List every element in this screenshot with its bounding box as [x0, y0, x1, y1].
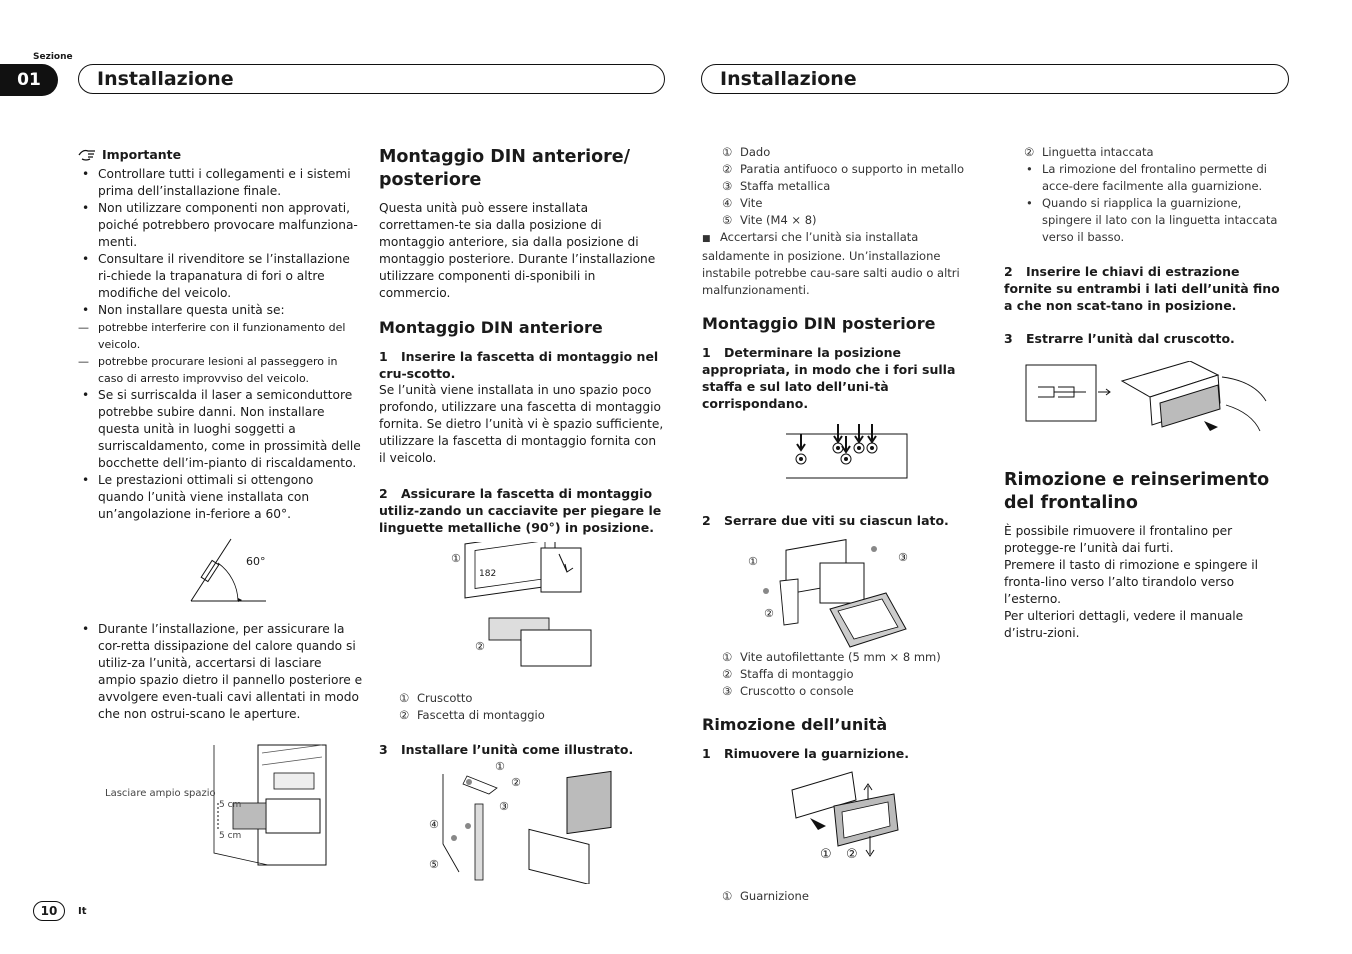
step-1: 1 Inserire la fascetta di montaggio nel cru-scotto. [379, 349, 659, 381]
callout-2: ② [511, 776, 521, 789]
list-item: • Controllare tutti i collegamenti e i sistemi prima dell’installazione finale. [78, 166, 363, 200]
remove-trim-figure [702, 770, 987, 888]
paragraph: Per ulteriori dettagli, vedere il manuale d’istru-zioni. [1004, 609, 1244, 640]
list-item [78, 302, 363, 387]
callout-1: ① [748, 555, 758, 568]
screws-figure [702, 539, 987, 649]
callout-2: ② [764, 607, 774, 620]
callout-4: ④ [429, 818, 439, 831]
angle-figure [78, 523, 363, 615]
angle-label: 60° [246, 555, 266, 568]
callout-2: ② [846, 847, 858, 862]
cm-label-2: 5 cm [219, 831, 242, 841]
callout-5: ⑤ [429, 858, 439, 871]
install-unit-figure [379, 760, 664, 884]
header-title-left: Installazione [78, 64, 665, 94]
step-3: 3 Estrarre l’unità dal cruscotto. [1004, 331, 1235, 346]
list-item: • Se si surriscalda il laser a semiconduttore potrebbe subire danni. Non installare questa unità in luoghi soggetti a surriscaldamento, come in prossimità delle bocchette dell’im-pianto di riscaldamento. [78, 387, 363, 472]
important-heading [78, 146, 363, 163]
subsection-title: Montaggio DIN posteriore [702, 314, 936, 333]
legend-item: ① Cruscotto [399, 691, 473, 705]
column-2 [379, 146, 664, 884]
extract-unit-figure [1004, 361, 1289, 445]
section-title: Montaggio DIN anteriore/ posteriore [379, 147, 631, 190]
step-3: 3 Installare l’unità come illustrato. [379, 742, 634, 757]
list-item: • Non utilizzare componenti non approvati, poiché potrebbero provocare malfunziona-menti. [78, 200, 363, 251]
legend-item: ④ Vite [722, 196, 763, 210]
step-2: 2 Assicurare la fascetta di montaggio utiliz-zando un cacciavite per piegare le linguette metalliche (90°) in posizione. [379, 486, 662, 535]
step-2: 2 Serrare due viti su ciascun lato. [702, 513, 949, 528]
legend-item: ③ Cruscotto o console [722, 684, 854, 698]
hand-pointer-icon [78, 148, 98, 162]
list-item: • Quando si riapplica la guarnizione, spingere il lato con la linguetta intaccata verso il basso. [1022, 195, 1289, 246]
cm-label-1: 5 cm [219, 800, 242, 810]
legend-item: ② Linguetta intaccata [1024, 145, 1154, 159]
paragraph: È possibile rimuovere il frontalino per protegge-re l’unità dai furti. [1004, 524, 1233, 555]
callout-3: ③ [499, 800, 509, 813]
legend-item: ② Fascetta di montaggio [399, 708, 545, 722]
step-2: 2 Inserire le chiavi di estrazione fornite su entrambi i lati dell’unità fino a che non scat-tano in posizione. [1004, 264, 1280, 313]
callout-3: ③ [898, 551, 908, 564]
list-item: • Durante l’installazione, per assicurare la cor-retta dissipazione del calore quando si utiliz-za l’unità, accertarsi di lasciare ampio spazio dietro il pannello posteriore e avvolgere even-tuali cavi allentati in modo che non ostrui-scano le aperture. [78, 621, 363, 723]
legend-item: ② Paratia antifuoco o supporto in metallo [722, 162, 965, 176]
section-title: Rimozione e reinserimento del frontalino [1004, 470, 1270, 513]
subsection-title: Rimozione dell’unità [702, 715, 888, 734]
ventilation-figure [78, 743, 363, 873]
holes-alignment-figure [702, 420, 987, 500]
column-3 [702, 144, 987, 905]
dash-item: — potrebbe procurare lesioni al passeggero in caso di arresto improvviso del veicolo. [78, 353, 363, 387]
important-title: Importante [102, 147, 182, 162]
legend-item: ② Staffa di montaggio [722, 667, 854, 681]
subsection-title: Montaggio DIN anteriore [379, 318, 603, 337]
note: ■ Accertarsi che l’unità sia installata saldamente in posizione. Un’installazione instabile potrebbe cau-sare salti audio o altri malfunzionamenti. [702, 230, 960, 297]
legend-item: ⑤ Vite (M4 × 8) [722, 213, 817, 227]
list-item: • Le prestazioni ottimali si ottengono quando l’unità viene installata con un’angolazione in-feriore a 60°. [78, 472, 363, 523]
callout-1: ① [820, 847, 832, 862]
legend-item: ① Guarnizione [722, 889, 809, 903]
list-item: • La rimozione del frontalino permette di acce-dere facilmente alla guarnizione. [1022, 161, 1289, 195]
language-code: It [78, 906, 87, 917]
column-1 [78, 146, 363, 873]
column-4 [1004, 144, 1289, 642]
legend-item: ③ Staffa metallica [722, 179, 831, 193]
dash-item: — potrebbe interferire con il funzionamento del veicolo. [78, 319, 363, 353]
section-number: 01 [0, 64, 58, 96]
callout-1: ① [451, 552, 461, 565]
section-label: Sezione [33, 52, 73, 62]
list-item: • Consultare il rivenditore se l’installazione ri-chiede la trapanatura di fori o altre modifiche del veicolo. [78, 251, 363, 302]
legend-item: ① Dado [722, 145, 771, 159]
legend-item: ① Vite autofilettante (5 mm × 8 mm) [722, 650, 941, 664]
callout-1: ① [495, 760, 505, 773]
step-1: 1 Determinare la posizione appropriata, in modo che i fori sulla staffa e sul lato dell’uni-tà corrispondano. [702, 345, 956, 411]
list-item-text: Non installare questa unità se: [98, 303, 285, 317]
sleeve-size-label: 182 [479, 569, 497, 579]
callout-2: ② [475, 640, 485, 653]
header-title-right: Installazione [701, 64, 1289, 94]
paragraph: Premere il tasto di rimozione e spingere il fronta-lino verso l’alto tirandolo verso l’esterno. [1004, 558, 1258, 606]
page-number: 10 [33, 901, 65, 921]
space-label: Lasciare ampio spazio [105, 788, 216, 799]
intro-text: Questa unità può essere installata correttamen-te sia dalla posizione di montaggio anteriore, sia dalla posizione di montaggio posteriore. Durante l’installazione utilizzare componenti di-sponibili in commercio. [379, 201, 656, 300]
step-1-text: Se l’unità viene installata in uno spazio poco profondo, utilizzare una fascetta di montaggio fornita. Se dietro l’unità vi è spazio sufficiente, utilizzare la fascetta di montaggio fornita con il veicolo. [379, 383, 664, 465]
mounting-sleeve-figure [379, 542, 664, 692]
step-1: 1 Rimuovere la guarnizione. [702, 746, 910, 761]
